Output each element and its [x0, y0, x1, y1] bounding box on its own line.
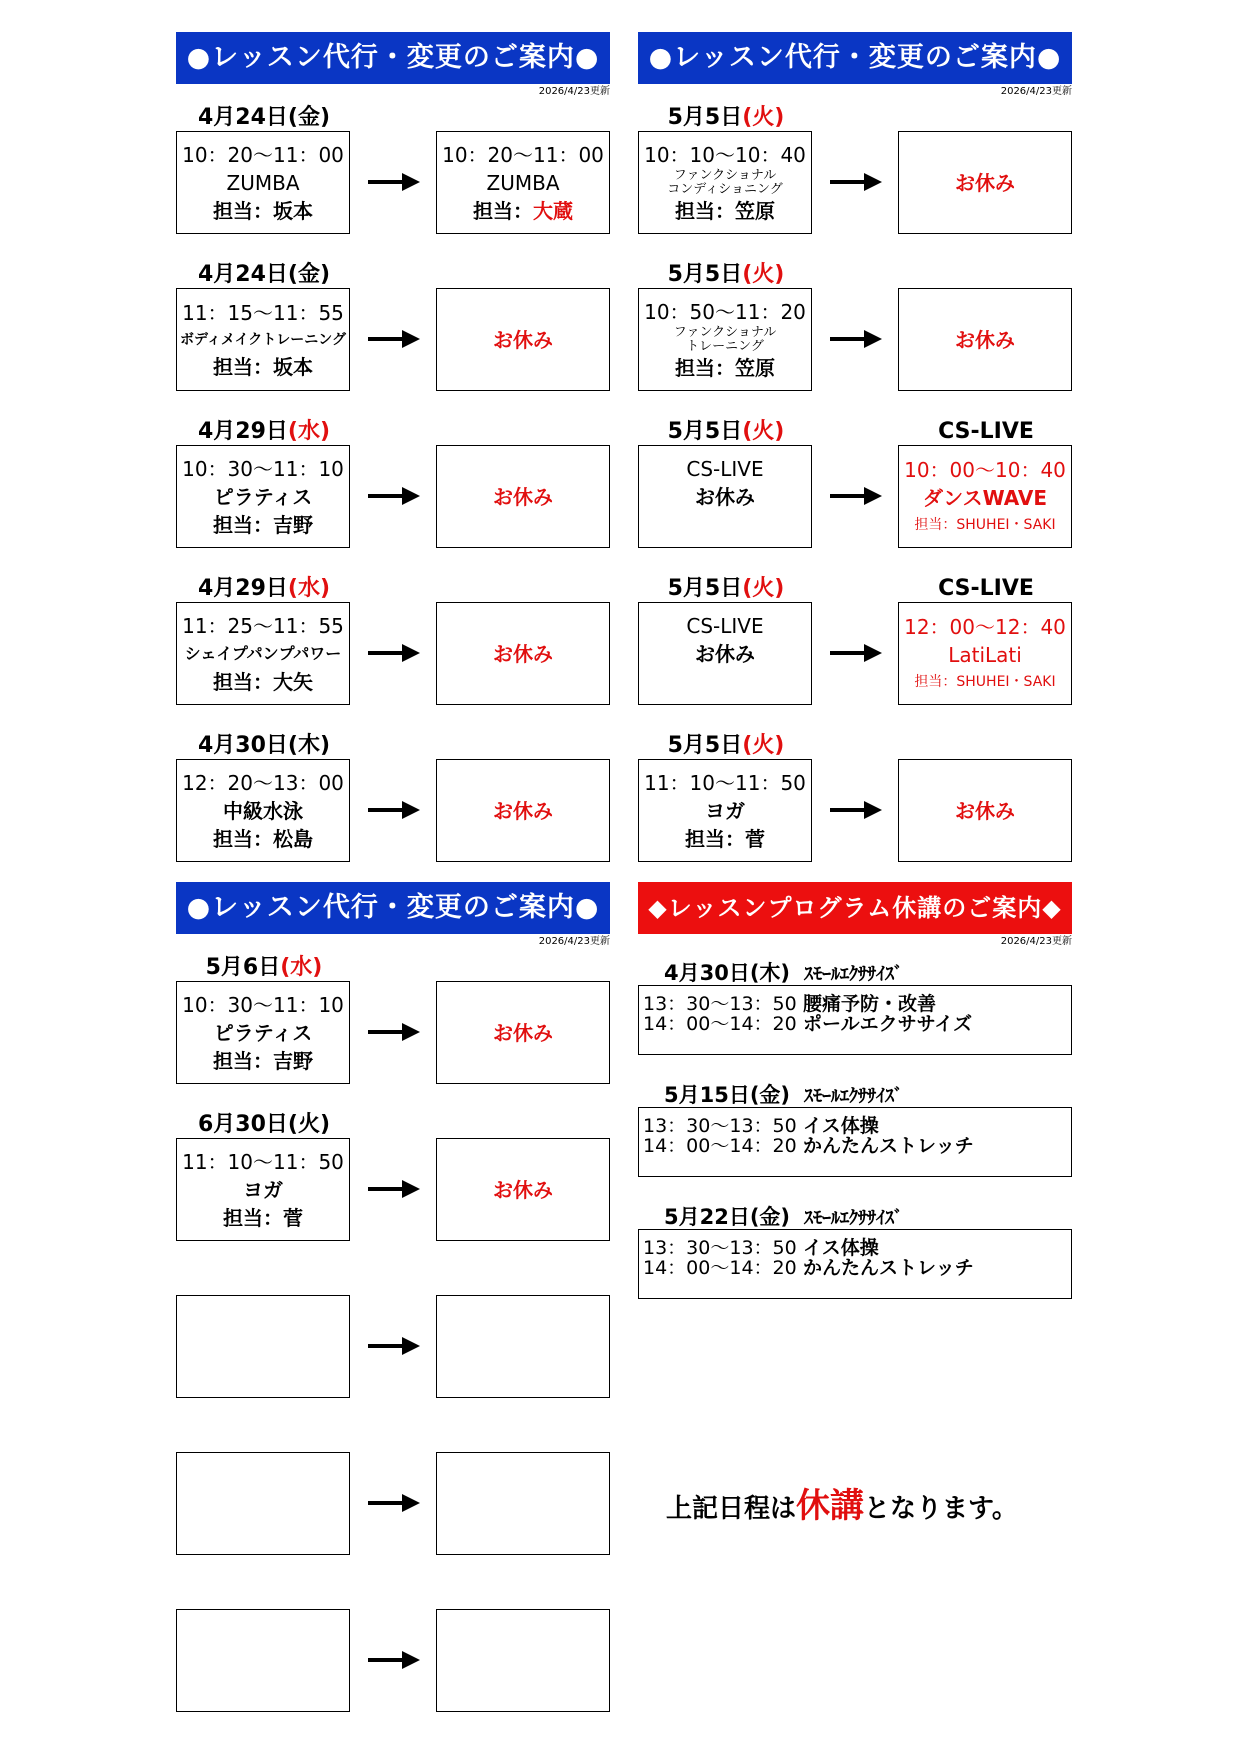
before-box: 12：20～13：00 中級水泳 担当：松島 — [176, 759, 350, 862]
arrow-right-icon — [368, 485, 420, 507]
after-box — [436, 1452, 610, 1555]
before-box: 10：50～11：20 ファンクショナル トレーニング 担当：笠原 — [638, 288, 812, 391]
cancel-date: 5月22日(金) ｽﾓｰﾙｴｸｻｻｲｽﾞ — [664, 1205, 904, 1229]
after-box: お休み — [898, 288, 1072, 391]
arrow-right-icon — [830, 171, 882, 193]
empty-row — [176, 1577, 610, 1734]
empty-row — [176, 1263, 610, 1420]
bottom-left-panel — [176, 882, 610, 1734]
arrow-right-icon — [368, 1335, 420, 1357]
arrow-right-icon — [368, 799, 420, 821]
cancellation-notice: 上記日程は休講となります。 — [666, 1486, 1018, 1526]
lesson-row — [638, 413, 1072, 570]
panel-banner: ●レッスン代行・変更のご案内● — [176, 882, 610, 934]
after-box: お休み — [436, 602, 610, 705]
lesson-row — [638, 570, 1072, 727]
after-label: CS-LIVE — [938, 576, 1034, 601]
arrow-right-icon — [830, 485, 882, 507]
after-box: お休み — [436, 1138, 610, 1241]
before-box: 10：20～11：00 ZUMBA 担当：坂本 — [176, 131, 350, 234]
lesson-row — [176, 949, 610, 1106]
arrow-right-icon — [830, 799, 882, 821]
lesson-row — [176, 727, 610, 884]
after-box: お休み — [436, 445, 610, 548]
before-box: 11：15～11：55 ボディメイクトレーニング 担当：坂本 — [176, 288, 350, 391]
arrow-right-icon — [368, 328, 420, 350]
before-box — [176, 1295, 350, 1398]
arrow-right-icon — [830, 328, 882, 350]
after-box — [436, 1295, 610, 1398]
before-box — [176, 1609, 350, 1712]
lesson-row — [176, 570, 610, 727]
arrow-right-icon — [368, 642, 420, 664]
after-box: 12：00～12：40 LatiLati 担当：SHUHEI・SAKI — [898, 602, 1072, 705]
arrow-right-icon — [368, 1649, 420, 1671]
arrow-right-icon — [368, 171, 420, 193]
cancel-date: 5月15日(金) ｽﾓｰﾙｴｸｻｻｲｽﾞ — [664, 1083, 904, 1107]
lesson-date: 4月24日(金) — [197, 262, 331, 287]
panel-banner: ●レッスン代行・変更のご案内● — [638, 32, 1072, 84]
after-box: 10：00～10：40 ダンスWAVE 担当：SHUHEI・SAKI — [898, 445, 1072, 548]
lesson-date: 5月5日(火) — [667, 105, 785, 130]
before-box: 10：10～10：40 ファンクショナル コンディショニング 担当：笠原 — [638, 131, 812, 234]
after-box: お休み — [436, 981, 610, 1084]
bottom-right-panel — [638, 882, 1072, 1315]
arrow-right-icon — [368, 1021, 420, 1043]
arrow-right-icon — [368, 1178, 420, 1200]
after-box: お休み — [898, 131, 1072, 234]
top-right-panel — [638, 32, 1072, 884]
lesson-date: 4月24日(金) — [197, 105, 331, 130]
before-box: 11：10～11：50 ヨガ 担当：菅 — [638, 759, 812, 862]
cancel-row — [638, 1193, 1072, 1315]
lesson-row — [176, 99, 610, 256]
arrow-right-icon — [830, 642, 882, 664]
lesson-row — [176, 1106, 610, 1263]
lesson-date: 5月5日(火) — [667, 576, 785, 601]
lesson-date: 4月30日(木) — [197, 733, 331, 758]
lesson-date: 5月5日(火) — [667, 262, 785, 287]
updated-date: 2026/4/23更新 — [1000, 936, 1072, 947]
after-box: お休み — [436, 759, 610, 862]
lesson-row — [176, 256, 610, 413]
cancel-date: 4月30日(木) ｽﾓｰﾙｴｸｻｻｲｽﾞ — [664, 961, 904, 985]
cancel-box: 13：30～13：50 イス体操 14：00～14：20 かんたんストレッチ — [638, 1107, 1072, 1177]
lesson-date: 4月29日(水) — [197, 419, 331, 444]
cancel-box: 13：30～13：50 腰痛予防・改善 14：00～14：20 ポールエクササイズ — [638, 985, 1072, 1055]
lesson-row — [638, 256, 1072, 413]
lesson-row — [638, 99, 1072, 256]
lesson-date: 5月5日(火) — [667, 419, 785, 444]
top-left-panel — [176, 32, 610, 884]
lesson-date: 4月29日(水) — [197, 576, 331, 601]
before-box: 10：30～11：10 ピラティス 担当：吉野 — [176, 445, 350, 548]
updated-date: 2026/4/23更新 — [538, 936, 610, 947]
lesson-date: 5月5日(火) — [667, 733, 785, 758]
arrow-right-icon — [368, 1492, 420, 1514]
lesson-row — [638, 727, 1072, 884]
panel-banner: ●レッスン代行・変更のご案内● — [176, 32, 610, 84]
after-box: 10：20～11：00 ZUMBA 担当：大蔵 — [436, 131, 610, 234]
updated-date: 2026/4/23更新 — [538, 86, 610, 97]
empty-row — [176, 1420, 610, 1577]
lesson-date: 6月30日(火) — [197, 1112, 331, 1137]
before-box: CS-LIVE お休み — [638, 445, 812, 548]
after-box: お休み — [436, 288, 610, 391]
cancel-row — [638, 949, 1072, 1071]
before-box — [176, 1452, 350, 1555]
panel-banner: ◆レッスンプログラム休講のご案内◆ — [638, 882, 1072, 934]
after-box — [436, 1609, 610, 1712]
lesson-date: 5月6日(水) — [205, 955, 323, 980]
cancel-box: 13：30～13：50 イス体操 14：00～14：20 かんたんストレッチ — [638, 1229, 1072, 1299]
before-box: CS-LIVE お休み — [638, 602, 812, 705]
cancel-row — [638, 1071, 1072, 1193]
after-box: お休み — [898, 759, 1072, 862]
before-box: 11：10～11：50 ヨガ 担当：菅 — [176, 1138, 350, 1241]
before-box: 10：30～11：10 ピラティス 担当：吉野 — [176, 981, 350, 1084]
lesson-row — [176, 413, 610, 570]
after-label: CS-LIVE — [938, 419, 1034, 444]
before-box: 11：25～11：55 シェイプパンプパワー 担当：大矢 — [176, 602, 350, 705]
updated-date: 2026/4/23更新 — [1000, 86, 1072, 97]
